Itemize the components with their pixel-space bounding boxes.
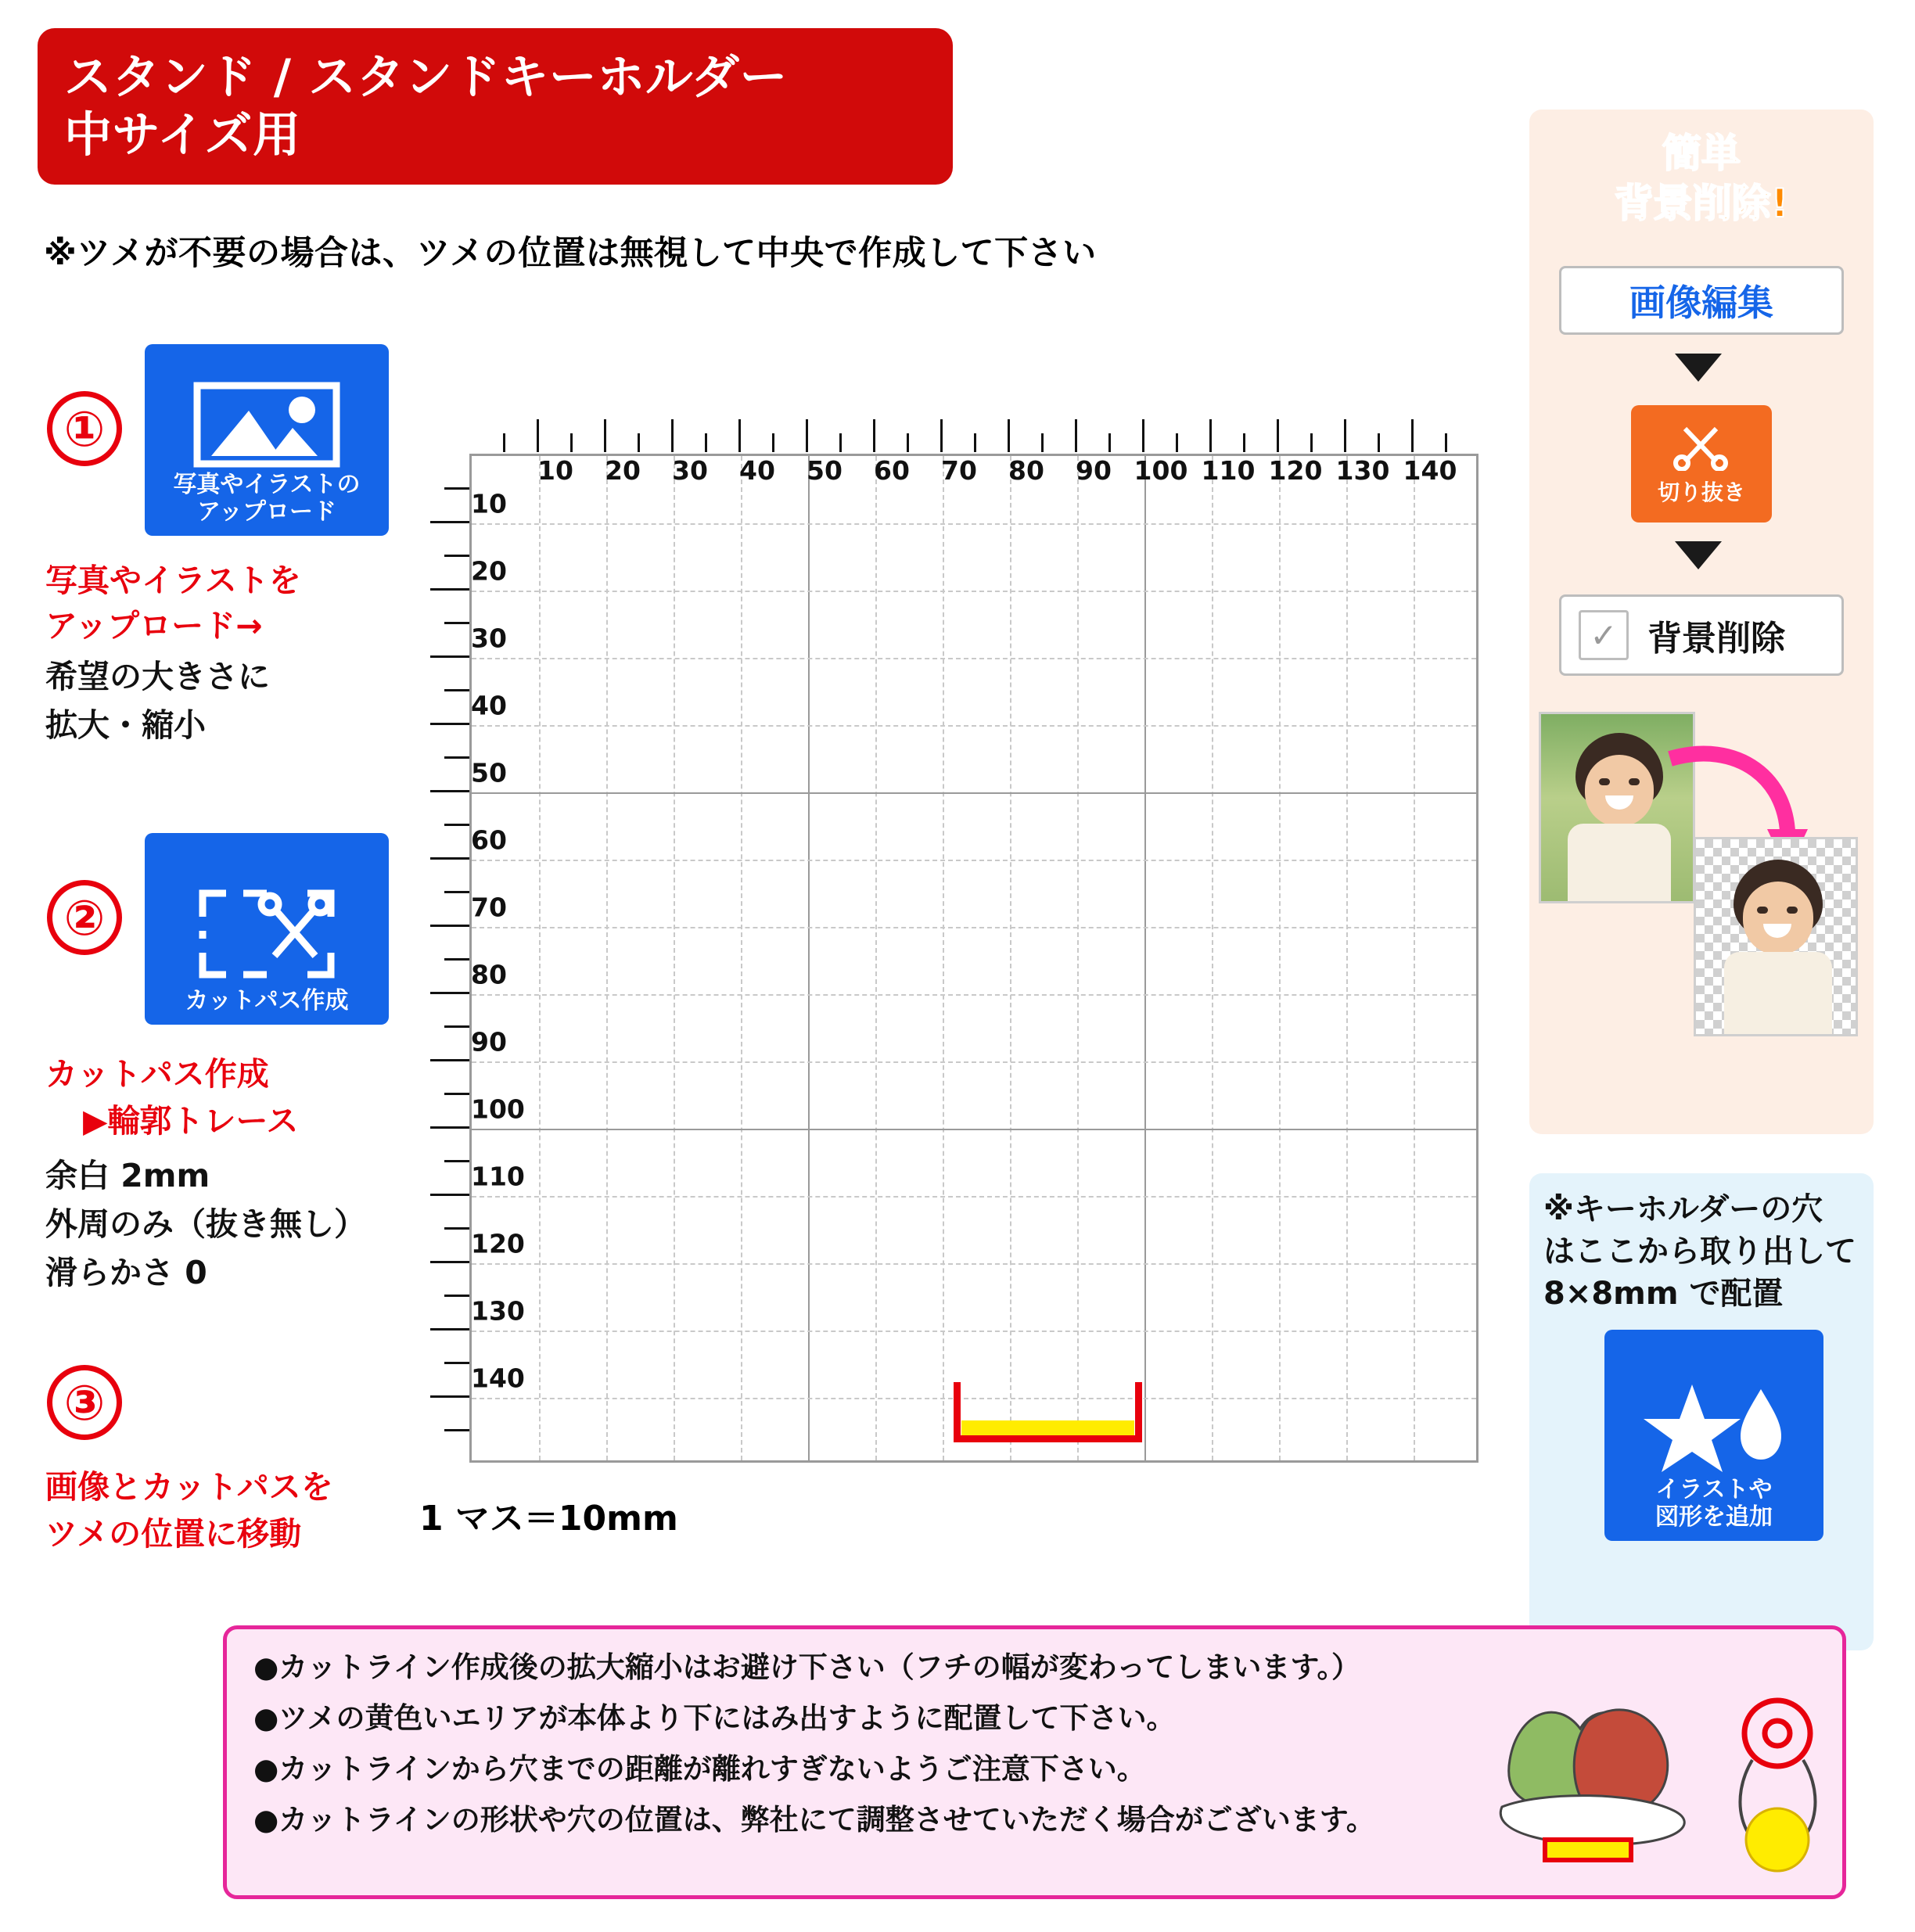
tab-outline-left	[954, 1382, 961, 1442]
ruler-tick-x	[537, 419, 539, 452]
ruler-subtick-x	[907, 433, 909, 452]
ruler-tick-x	[806, 419, 808, 452]
ruler-label-x: 50	[807, 455, 843, 486]
grid-line-vertical	[808, 456, 810, 1460]
ruler-tick-x	[1075, 419, 1077, 452]
ruler-label-x: 60	[874, 455, 910, 486]
bg-panel-heading-line2: 背景削除!	[1614, 181, 1789, 226]
ruler-subtick-x	[772, 433, 774, 452]
bottom-note-4: ●カットラインの形状や穴の位置は、弊社にて調整させていただく場合がございます。	[253, 1802, 1375, 1837]
page-title-banner	[38, 28, 953, 185]
grid-line-vertical	[943, 456, 944, 1460]
step-2-tile[interactable]	[145, 833, 389, 1025]
grid-line-horizontal	[472, 792, 1476, 794]
ruler-label-x: 130	[1335, 455, 1390, 486]
keyhole-note-line1: ※キーホルダーの穴	[1543, 1191, 1823, 1227]
ruler-tick-x	[1277, 419, 1279, 452]
grid-line-horizontal	[472, 1196, 1476, 1198]
grid-line-horizontal	[472, 1330, 1476, 1332]
bg-panel-heading-line1: 簡単	[1662, 131, 1741, 176]
bg-remove-label: 背景削除	[1647, 619, 1785, 659]
ruler-label-y: 130	[471, 1295, 525, 1327]
ruler-subtick-x	[839, 433, 842, 452]
ruler-label-x: 70	[941, 455, 977, 486]
ruler-tick-x	[1008, 419, 1010, 452]
ruler-label-y: 140	[471, 1363, 525, 1394]
step-1-caption-red-line2: アップロード→	[45, 607, 263, 645]
ruler-subtick-x	[1445, 433, 1447, 452]
step-2-caption-red-line2: ▶輪郭トレース	[83, 1102, 299, 1140]
ruler-label-y: 80	[471, 959, 507, 990]
step-2-number: ②	[47, 880, 122, 955]
ruler-subtick-y	[444, 756, 469, 759]
step-1-tile-label-line2: アップロード	[197, 498, 336, 526]
bottom-note-3: ●カットラインから穴までの距離が離れすぎないようご注意下さい。	[253, 1751, 1146, 1786]
keyhole-note-line3: 8×8mm で配置	[1543, 1276, 1784, 1312]
add-shape-tile[interactable]	[1604, 1330, 1823, 1541]
ruler-tick-x	[940, 419, 943, 452]
ruler-label-y: 70	[471, 892, 507, 923]
ruler-subtick-y	[444, 824, 469, 826]
ruler-subtick-y	[444, 689, 469, 691]
ruler-subtick-x	[1041, 433, 1044, 452]
grid-line-vertical	[1414, 456, 1415, 1460]
arrow-down-icon-2	[1675, 541, 1722, 569]
ruler-subtick-y	[444, 1227, 469, 1230]
step-3-caption-red-line2: ツメの位置に移動	[45, 1515, 302, 1553]
grid-line-horizontal	[472, 591, 1476, 592]
grid-line-vertical	[1144, 456, 1146, 1460]
ruler-label-y: 60	[471, 824, 507, 856]
grid-line-horizontal	[472, 523, 1476, 525]
grid-line-vertical	[1346, 456, 1348, 1460]
ruler-tick-y	[430, 1395, 469, 1398]
scissors-icon	[1672, 421, 1730, 471]
grid-line-vertical	[1077, 456, 1079, 1460]
ruler-tick-y	[430, 723, 469, 725]
tab-outline-right	[1135, 1382, 1142, 1442]
ruler-subtick-x	[1176, 433, 1178, 452]
ruler-tick-x	[1142, 419, 1144, 452]
step-3-caption-red-line1: 画像とカットパスを	[45, 1468, 333, 1506]
ruler-subtick-x	[638, 433, 640, 452]
ruler-tick-y	[430, 1261, 469, 1263]
grid-line-vertical	[741, 456, 742, 1460]
ruler-subtick-y	[444, 622, 469, 624]
keyhole-note-line2: はここから取り出して	[1543, 1234, 1856, 1269]
grid-line-horizontal	[472, 994, 1476, 996]
ruler-label-x: 10	[537, 455, 573, 486]
ruler-label-y: 100	[471, 1093, 525, 1125]
ruler-label-y: 30	[471, 623, 507, 654]
ruler-label-x: 20	[605, 455, 641, 486]
step-2-caption-red-line1: カットパス作成	[45, 1055, 269, 1093]
grid-line-vertical	[674, 456, 675, 1460]
ruler-tick-y	[430, 521, 469, 523]
step-1-caption-black-line1: 希望の大きさに	[45, 658, 270, 695]
ruler-subtick-y	[444, 555, 469, 557]
bottom-note-1: ●カットライン作成後の拡大縮小はお避け下さい（フチの幅が変わってしまいます。）	[253, 1650, 1360, 1684]
ruler-subtick-y	[444, 487, 469, 490]
ruler-subtick-y	[444, 1295, 469, 1297]
ruler-tick-y	[430, 857, 469, 860]
grid-line-horizontal	[472, 1263, 1476, 1265]
arrow-down-icon-1	[1675, 354, 1722, 382]
ruler-label-x: 90	[1076, 455, 1112, 486]
keyhole-note-panel	[1529, 1173, 1874, 1650]
ruler-subtick-y	[444, 1362, 469, 1364]
cutout-button-label: 切り抜き	[1657, 479, 1745, 505]
ruler-tick-y	[430, 1328, 469, 1330]
ruler-label-y: 10	[471, 488, 507, 519]
ruler-subtick-x	[974, 433, 976, 452]
ruler-tick-x	[738, 419, 741, 452]
ruler-tick-y	[430, 992, 469, 994]
ruler-label-y: 40	[471, 690, 507, 721]
step-1-tile-label-line1: 写真やイラストの	[173, 471, 361, 499]
ruler-label-x: 30	[672, 455, 708, 486]
page-title-line2: 中サイズ用	[64, 107, 301, 163]
top-note: ※ツメが不要の場合は、ツメの位置は無視して中央で作成して下さい	[44, 234, 1097, 273]
sample-charm-illustration	[1471, 1666, 1846, 1893]
step-2-caption-black-line2: 外周のみ（抜き無し）	[45, 1205, 366, 1243]
step-1-caption-black-line2: 拡大・縮小	[45, 706, 206, 744]
ruler-label-y: 110	[471, 1161, 525, 1192]
ruler-tick-x	[1209, 419, 1212, 452]
check-icon[interactable]: ✓	[1579, 610, 1629, 660]
scale-note: 1 マス＝10mm	[419, 1499, 678, 1539]
layout-grid-area	[415, 407, 1494, 1539]
ruler-subtick-x	[1108, 433, 1111, 452]
bg-remove-checkbox-row[interactable]	[1559, 594, 1844, 676]
layout-grid[interactable]	[469, 454, 1478, 1463]
grid-line-vertical	[539, 456, 541, 1460]
ruler-label-y: 50	[471, 757, 507, 788]
grid-line-horizontal	[472, 658, 1476, 659]
ruler-label-y: 90	[471, 1026, 507, 1058]
grid-line-vertical	[606, 456, 608, 1460]
ruler-tick-x	[1344, 419, 1346, 452]
step-1-caption-red-line1: 写真やイラストを	[45, 562, 301, 599]
image-edit-button[interactable]: 画像編集	[1559, 266, 1844, 335]
ruler-subtick-y	[444, 958, 469, 961]
ruler-tick-x	[671, 419, 674, 452]
grid-line-vertical	[1212, 456, 1213, 1460]
page-title-line1: スタンド / スタンドキーホルダー	[64, 48, 788, 105]
ruler-tick-x	[1411, 419, 1414, 452]
ruler-subtick-x	[570, 433, 573, 452]
step-1-number: ①	[47, 391, 122, 466]
ruler-label-x: 100	[1134, 455, 1188, 486]
ruler-label-x: 110	[1201, 455, 1256, 486]
ruler-subtick-y	[444, 891, 469, 893]
ruler-label-x: 140	[1403, 455, 1457, 486]
ruler-label-y: 20	[471, 555, 507, 587]
step-1-tile[interactable]	[145, 344, 389, 536]
tab-position-marker	[954, 1382, 1142, 1442]
ruler-tick-y	[430, 588, 469, 591]
ruler-tick-y	[430, 1126, 469, 1129]
cut-path-icon	[189, 881, 345, 986]
image-upload-icon	[192, 381, 341, 469]
ruler-label-x: 40	[739, 455, 775, 486]
grid-line-horizontal	[472, 860, 1476, 861]
ruler-subtick-x	[1243, 433, 1245, 452]
step-2-caption-black-line1: 余白 2mm	[45, 1157, 210, 1194]
photo-after	[1694, 837, 1858, 1036]
tab-outline-bottom	[954, 1435, 1142, 1442]
ruler-subtick-x	[705, 433, 707, 452]
ruler-label-x: 120	[1268, 455, 1323, 486]
step-3-number: ③	[47, 1365, 122, 1440]
ruler-subtick-y	[444, 1429, 469, 1431]
ruler-subtick-x	[1378, 433, 1380, 452]
ruler-tick-y	[430, 925, 469, 927]
add-shape-label-line1: イラストや	[1655, 1476, 1773, 1504]
grid-line-horizontal	[472, 1129, 1476, 1130]
grid-line-vertical	[875, 456, 877, 1460]
star-shape-icon	[1644, 1378, 1784, 1472]
ruler-label-y: 120	[471, 1228, 525, 1259]
step-2-tile-label-line1: カットパス作成	[185, 987, 349, 1015]
step-2-caption-black-line3: 滑らかさ 0	[45, 1254, 207, 1291]
ruler-subtick-y	[444, 1093, 469, 1095]
grid-line-horizontal	[472, 1061, 1476, 1063]
grid-line-vertical	[1279, 456, 1281, 1460]
bottom-note-2: ●ツメの黄色いエリアが本体より下にはみ出すように配置して下さい。	[253, 1700, 1176, 1735]
grid-line-horizontal	[472, 725, 1476, 727]
grid-line-vertical	[1010, 456, 1011, 1460]
ruler-tick-y	[430, 790, 469, 792]
grid-line-horizontal	[472, 927, 1476, 928]
ruler-tick-y	[430, 655, 469, 658]
ruler-subtick-y	[444, 1160, 469, 1162]
ruler-tick-y	[430, 1059, 469, 1061]
cutout-button[interactable]	[1631, 405, 1772, 523]
bg-removal-panel	[1529, 110, 1874, 1134]
ruler-subtick-x	[1310, 433, 1313, 452]
ruler-tick-y	[430, 1194, 469, 1196]
ruler-subtick-x	[503, 433, 505, 452]
ruler-tick-x	[604, 419, 606, 452]
add-shape-label-line2: 図形を追加	[1655, 1503, 1773, 1532]
ruler-label-x: 80	[1008, 455, 1044, 486]
ruler-tick-x	[873, 419, 875, 452]
ruler-subtick-y	[444, 1025, 469, 1028]
